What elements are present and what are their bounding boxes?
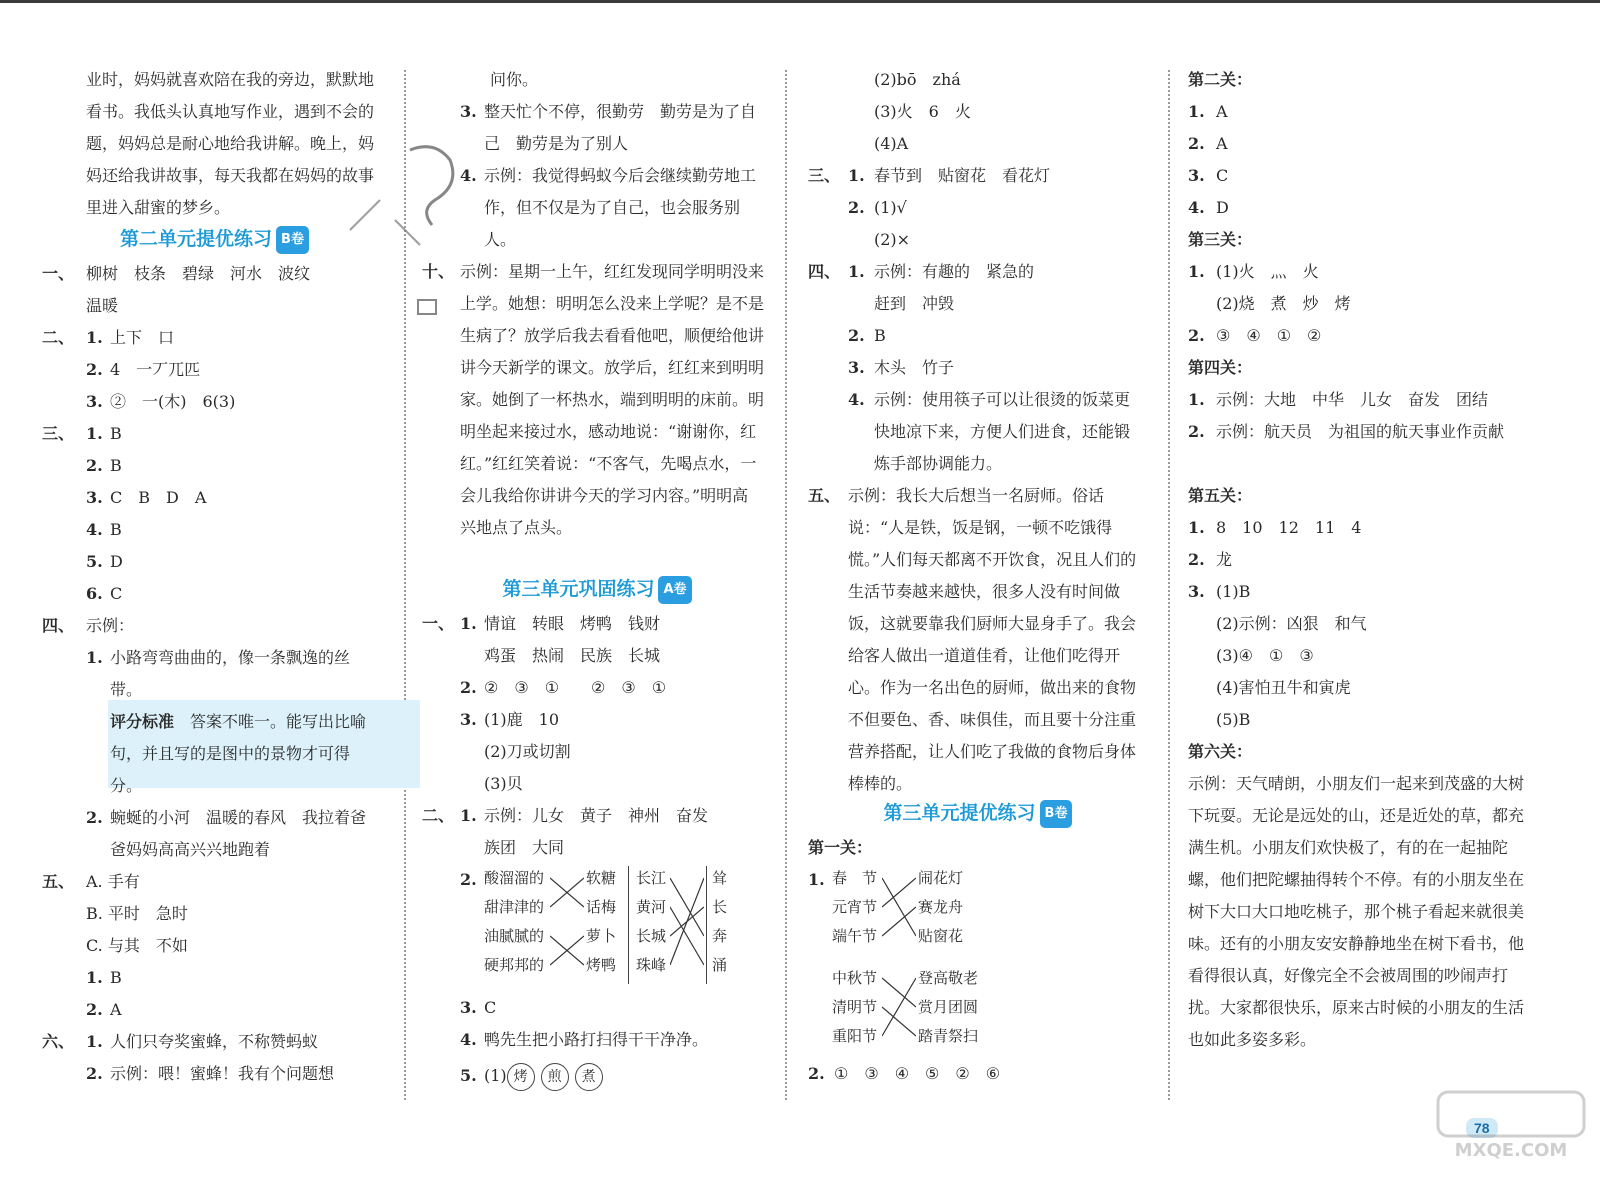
- match-item: 甜津津的: [484, 898, 545, 916]
- answer-text: 4 一丆兀匹: [110, 360, 201, 379]
- answer-text: 情谊 转眼 烤鸭 钱财: [484, 614, 661, 633]
- answer-text: (1)B: [1216, 582, 1251, 601]
- answer-text: [484, 1062, 609, 1091]
- answer-prefix: (1): [484, 1066, 507, 1085]
- answer-text: C: [110, 584, 123, 603]
- match-separator: [706, 866, 707, 984]
- item-number: 1.: [86, 968, 103, 987]
- item-number: 二、: [42, 328, 75, 347]
- scoring-note: [110, 706, 377, 802]
- item-number: 4.: [460, 1030, 477, 1049]
- item-number: 十、: [422, 262, 455, 281]
- watermark-text: MXQE.COM: [1454, 1140, 1568, 1161]
- circled-char: 烤: [507, 1063, 535, 1091]
- answer-text: (1)√: [874, 198, 907, 217]
- match-item: 软糖: [586, 869, 617, 887]
- match-left-column: [484, 868, 544, 975]
- match-item: 黄河: [636, 898, 667, 916]
- answer-text: C. 与其 不如: [86, 936, 188, 955]
- answer-text: (2)烧 煮 炒 烤: [1216, 294, 1351, 313]
- match-separator: [628, 866, 629, 984]
- answer-text: D: [110, 552, 123, 571]
- answer-text: A: [110, 1000, 122, 1019]
- top-rule: [0, 0, 1600, 3]
- answer-text: 鸭先生把小路打扫得干干净净。: [484, 1030, 709, 1049]
- answer-text: B. 平时 急时: [86, 904, 188, 923]
- answer-column-2: [422, 60, 772, 1100]
- answer-text: B: [110, 456, 122, 475]
- answer-text: 示例：: [86, 616, 135, 635]
- section-title: [808, 800, 1148, 828]
- answer-text: 族团 大同: [484, 838, 565, 857]
- section-title: [422, 576, 772, 604]
- match-item: 酸溜溜的: [484, 869, 545, 887]
- column-divider: [1168, 70, 1170, 1100]
- answer-text: 示例：喂！蜜蜂！我有个问题想: [110, 1064, 335, 1083]
- answer-text: 示例：我长大后想当一名厨师。俗话说：“人是铁，饭是钢，一顿不吃饿得慌。”人们每天都离不开饮食，况且人们的生活节奏越来越快，很多人没有时间做饭，这就要靠我们厨师大显身手了。我会给客人做出一道道佳肴，让他们吃得开心。作为一名出色的厨师，做出来的食物不但要色、香、味俱佳，而且要十分注重营养搭配，让人们吃了我做的食物后身体棒棒的。: [848, 486, 1137, 793]
- match-item: 踏青祭扫: [918, 1027, 979, 1045]
- answer-text: A: [1216, 102, 1228, 121]
- section-title-text: 第三单元提优练习: [883, 802, 1036, 824]
- answer-text: (4)害怕丑牛和寅虎: [1216, 678, 1351, 697]
- answer-text: A: [1216, 134, 1228, 153]
- item-number: 3.: [86, 392, 103, 411]
- column-divider: [785, 70, 787, 1100]
- match-item: 中秋节: [832, 969, 878, 987]
- match-item: 话梅: [586, 898, 617, 916]
- answer-text: B: [874, 326, 886, 345]
- match-item: 赛龙舟: [918, 898, 964, 916]
- match-left-column: [832, 968, 877, 1046]
- level-heading: 第六关：: [1188, 742, 1253, 761]
- match-item: 硬邦邦的: [484, 956, 545, 974]
- item-number: 1.: [460, 806, 477, 825]
- item-number: 4.: [1188, 198, 1205, 217]
- item-number: 2.: [460, 678, 477, 697]
- answer-text: 8 10 12 11 4: [1216, 518, 1362, 537]
- match-lines: [882, 868, 916, 956]
- answer-text: 人们只夸奖蜜蜂，不称赞蚂蚁: [110, 1032, 319, 1051]
- item-number: 一、: [422, 614, 455, 633]
- item-number: 二、: [422, 806, 455, 825]
- match-item: 赏月团圆: [918, 998, 979, 1016]
- match-right-column: [918, 968, 978, 1046]
- item-number: 3.: [460, 710, 477, 729]
- answer-text: (3)贝: [484, 774, 523, 793]
- section-badge: A卷: [658, 576, 691, 604]
- answer-text: (3)④ ① ③: [1216, 646, 1314, 665]
- answer-text: (2)bō zhá: [874, 70, 961, 89]
- match-item: 贴窗花: [918, 927, 964, 945]
- answer-text: (2)×: [874, 230, 911, 249]
- answer-text: ① ③ ④ ⑤ ② ⑥: [834, 1064, 1001, 1083]
- level-heading: 第三关：: [1188, 230, 1253, 249]
- match-item: 烤鸭: [586, 956, 617, 974]
- item-number: 2.: [1188, 550, 1205, 569]
- match-item: 元宵节: [832, 898, 878, 916]
- match-lines: [882, 968, 916, 1056]
- item-number: 1.: [848, 262, 865, 281]
- scoring-note-text: 答案不唯一。能写出比喻句，并且写的是图中的景物才可得分。: [110, 712, 367, 795]
- level-heading: 第五关：: [1188, 486, 1253, 505]
- item-number: 3.: [460, 102, 477, 121]
- item-number: 3.: [1188, 582, 1205, 601]
- match-item: 油腻腻的: [484, 927, 545, 945]
- answer-text: B: [110, 520, 122, 539]
- item-number: 2.: [848, 198, 865, 217]
- match-item: 耸: [712, 869, 728, 887]
- item-number: 1.: [86, 1032, 103, 1051]
- match-item: 登高敬老: [918, 969, 979, 987]
- item-number: 五、: [42, 872, 75, 891]
- match-lines: [670, 868, 704, 984]
- section-badge: B卷: [276, 226, 309, 254]
- item-number: 5.: [86, 552, 103, 571]
- answer-text: 示例：使用筷子可以让很烫的饭菜更快地凉下来，方便人们进食，还能锻炼手部协调能力。: [874, 390, 1131, 473]
- answer-text: B: [110, 424, 122, 443]
- answer-text: 问你。: [490, 70, 539, 89]
- answer-text: 示例：儿女 黄子 神州 奋发: [484, 806, 709, 825]
- match-item: 清明节: [832, 998, 878, 1016]
- answer-text: 示例：有趣的 紧急的: [874, 262, 1035, 281]
- level-heading: 第一关：: [808, 838, 873, 857]
- page-number: 78: [1466, 1118, 1498, 1138]
- item-number: 6.: [86, 584, 103, 603]
- match-item: 长江: [636, 869, 667, 887]
- match-item: 萝卜: [586, 927, 617, 945]
- section-title: [42, 226, 387, 254]
- answer-text: 鸡蛋 热闹 民族 长城: [484, 646, 661, 665]
- answer-text: (4)A: [874, 134, 909, 153]
- answer-column-4: [1188, 60, 1533, 1100]
- answer-text: 小路弯弯曲曲的，像一条飘逸的丝带。: [110, 648, 351, 699]
- item-number: 2.: [1188, 134, 1205, 153]
- match-right-column: [712, 868, 727, 975]
- answer-text: (1)鹿 10: [484, 710, 560, 729]
- match-right-column: [586, 868, 616, 975]
- answer-text: 示例：航天员 为祖国的航天事业作贡献: [1216, 422, 1505, 441]
- answer-text: 蜿蜒的小河 温暖的春风 我拉着爸爸妈妈高高兴兴地跑着: [110, 808, 367, 859]
- item-number: 三、: [42, 424, 75, 443]
- item-number: 1.: [1188, 518, 1205, 537]
- answer-text: 上下 口: [110, 328, 175, 347]
- item-number: 五、: [808, 486, 841, 505]
- item-number: 1.: [460, 614, 477, 633]
- item-number: 1.: [808, 870, 825, 889]
- item-number: 2.: [848, 326, 865, 345]
- answer-text: 春节到 贴窗花 看花灯: [874, 166, 1051, 185]
- match-item: 珠峰: [636, 956, 667, 974]
- level-heading: 第四关：: [1188, 358, 1253, 377]
- answer-text: D: [1216, 198, 1229, 217]
- item-number: 3.: [848, 358, 865, 377]
- match-left-column: [636, 868, 666, 975]
- answer-column-1: [42, 60, 387, 1100]
- paragraph: 业时，妈妈就喜欢陪在我的旁边，默默地看书。我低头认真地写作业，遇到不会的题，妈妈总是耐心地给我讲解。晚上，妈妈还给我讲故事，每天我都在妈妈的故事里进入甜蜜的梦乡。: [86, 70, 375, 217]
- item-number: 2.: [86, 808, 103, 827]
- answer-text: (5)B: [1216, 710, 1251, 729]
- item-number: 4.: [460, 166, 477, 185]
- item-number: 2.: [86, 1000, 103, 1019]
- watermark-logo-icon: [1436, 1090, 1586, 1162]
- match-item: 端午节: [832, 927, 878, 945]
- item-number: 2.: [808, 1064, 825, 1083]
- item-number: 3.: [86, 488, 103, 507]
- item-number: 1.: [1188, 390, 1205, 409]
- answer-text: (3)火 6 火: [874, 102, 971, 121]
- answer-text: ② 一(木) 6(3): [110, 392, 236, 411]
- item-number: 三、: [808, 166, 841, 185]
- item-number: 2.: [1188, 326, 1205, 345]
- item-number: 六、: [42, 1032, 75, 1051]
- circled-char: 煮: [575, 1063, 603, 1091]
- answer-text: (1)火 灬 火: [1216, 262, 1319, 281]
- item-number: 4.: [848, 390, 865, 409]
- answer-text: 龙: [1216, 550, 1233, 569]
- item-number: 1.: [86, 328, 103, 347]
- match-left-column: [832, 868, 877, 946]
- level-heading: 第二关：: [1188, 70, 1253, 89]
- item-number: 1.: [86, 424, 103, 443]
- answer-text: C B D A: [110, 488, 207, 507]
- answer-text: ② ③ ① ② ③ ①: [484, 678, 667, 697]
- item-number: 2.: [86, 360, 103, 379]
- match-item: 涌: [712, 956, 728, 974]
- answer-text: (2)示例：凶狠 和气: [1216, 614, 1367, 633]
- item-number: 5.: [460, 1066, 477, 1085]
- answer-text: 示例：天气晴朗，小朋友们一起来到茂盛的大树下玩耍。无论是远处的山，还是近处的草，都充满生机。小朋友们欢快极了，有的在一起抽陀螺，他们把陀螺抽得转个不停。有的小朋友坐在树下大口大口地吃桃子，那个桃子看起来就很美味。还有的小朋友安安静静地坐在树下看书，他看得很认真，好像完全不会被周围的吵闹声打扰。大家都很快乐，原来古时候的小朋友的生活也如此多姿多彩。: [1188, 774, 1525, 1049]
- item-number: 2.: [86, 456, 103, 475]
- item-number: 1.: [86, 648, 103, 667]
- item-number: 1.: [1188, 102, 1205, 121]
- match-item: 闹花灯: [918, 869, 964, 887]
- section-title-text: 第三单元巩固练习: [502, 578, 655, 600]
- answer-text: 示例：星期一上午，红红发现同学明明没来上学。她想：明明怎么没来上学呢？是不是生病了？放学后我去看看他吧，顺便给他讲讲今天新学的课文。放学后，红红来到明明家。她倒了一杯热水，端到明明的床前。明明坐起来接过水，感动地说：“谢谢你，红红。”红红笑着说：“不客气，先喝点水，一会儿我给你讲讲今天的学习内容。”明明高兴地点了点头。: [460, 262, 765, 537]
- answer-text: A. 手有: [86, 872, 140, 891]
- item-number: 2.: [1188, 422, 1205, 441]
- scoring-note-label: 评分标准: [110, 712, 175, 731]
- match-lines: [550, 868, 584, 984]
- item-number: 3.: [1188, 166, 1205, 185]
- answer-text: C: [1216, 166, 1229, 185]
- answer-text: 木头 竹子: [874, 358, 955, 377]
- match-item: 春 节: [832, 869, 878, 887]
- answer-text: 柳树 枝条 碧绿 河水 波纹: [86, 264, 311, 283]
- item-number: 1.: [848, 166, 865, 185]
- match-right-column: [918, 868, 963, 946]
- answer-text: ③ ④ ① ②: [1216, 326, 1322, 345]
- match-item: 长城: [636, 927, 667, 945]
- item-number: 4.: [86, 520, 103, 539]
- item-number: 一、: [42, 264, 75, 283]
- answer-text: 温暖: [86, 296, 119, 315]
- section-title-text: 第二单元提优练习: [120, 228, 273, 250]
- match-item: 长: [712, 898, 728, 916]
- answer-text: (2)刀或切割: [484, 742, 571, 761]
- match-item: 奔: [712, 927, 728, 945]
- item-number: 四、: [42, 616, 75, 635]
- item-number: 2.: [460, 870, 477, 889]
- circled-char: 煎: [541, 1063, 569, 1091]
- item-number: 2.: [86, 1064, 103, 1083]
- answer-text: 整天忙个不停，很勤劳 勤劳是为了自己 勤劳是为了别人: [484, 102, 757, 153]
- answer-text: 赶到 冲毁: [874, 294, 955, 313]
- answer-text: 示例：我觉得蚂蚁今后会继续勤劳地工作，但不仅是为了自己，也会服务别人。: [484, 166, 757, 249]
- item-number: 3.: [460, 998, 477, 1017]
- match-item: 重阳节: [832, 1027, 878, 1045]
- item-number: 1.: [1188, 262, 1205, 281]
- answer-text: C: [484, 998, 497, 1017]
- answer-column-3: [808, 60, 1148, 1100]
- section-badge: B卷: [1040, 800, 1073, 828]
- answer-text: 示例：大地 中华 儿女 奋发 团结: [1216, 390, 1489, 409]
- answer-text: B: [110, 968, 122, 987]
- item-number: 四、: [808, 262, 841, 281]
